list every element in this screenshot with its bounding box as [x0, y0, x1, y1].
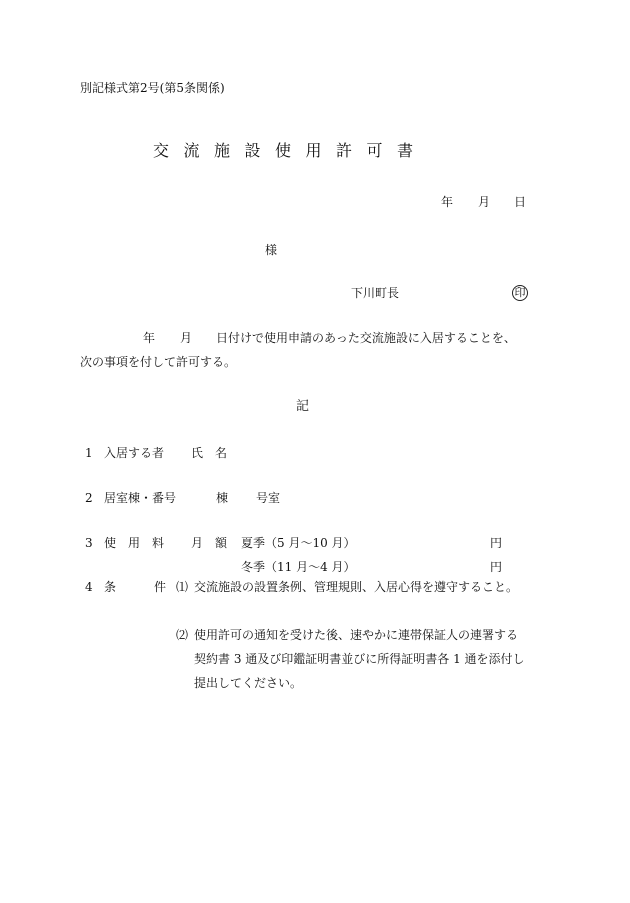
ki-heading: 記: [296, 399, 310, 414]
body-line-2: 次の事項を付して許可する。: [80, 355, 237, 369]
date-day: 日: [514, 195, 527, 209]
item-3-summer: 夏季（5 月～10 月）: [241, 536, 356, 550]
item-2-number: 2: [85, 491, 93, 505]
item-1-number: 1: [85, 446, 93, 460]
item-3-winter: 冬季（11 月～4 月）: [241, 560, 356, 574]
document-title: 交流施設使用許可書: [153, 141, 428, 160]
form-number: 別記様式第2号(第5条関係): [80, 81, 225, 95]
item-3-monthly: 月 額: [191, 536, 228, 550]
item-3-summer-yen: 円: [490, 536, 503, 550]
addressee-suffix: 様: [265, 243, 278, 257]
date-year: 年: [441, 195, 454, 209]
condition-1-marker: ⑴: [176, 580, 189, 594]
item-3-label: 使 用 料: [104, 536, 165, 550]
seal-mark: 印: [512, 285, 528, 301]
item-1-label: 入居する者: [104, 446, 165, 460]
date-month: 月: [478, 195, 491, 209]
body-month: 月: [180, 331, 193, 345]
item-2-room: 号室: [256, 491, 281, 505]
condition-2-marker: ⑵: [176, 628, 189, 642]
body-year: 年: [143, 331, 156, 345]
item-2-label: 居室棟・番号: [104, 491, 177, 505]
item-3-number: 3: [85, 536, 93, 550]
body-line-1: 日付けで使用申請のあった交流施設に入居することを、: [216, 331, 516, 345]
item-4-label-b: 件: [154, 580, 167, 594]
item-4-label-a: 条: [104, 580, 117, 594]
item-4-number: 4: [85, 580, 93, 594]
condition-2-text: 使用許可の通知を受けた後、速やかに連帯保証人の連署する契約書 3 通及び印鑑証明書並びに所得証明書各 1 通を添付し提出してください。: [194, 628, 525, 690]
condition-1-text: 交流施設の設置条例、管理規則、入居心得を遵守すること。: [194, 580, 519, 594]
item-3-winter-yen: 円: [490, 560, 503, 574]
issuer-name: 下川町長: [351, 286, 400, 300]
item-1-field: 氏 名: [191, 446, 228, 460]
item-2-building: 棟: [216, 491, 229, 505]
